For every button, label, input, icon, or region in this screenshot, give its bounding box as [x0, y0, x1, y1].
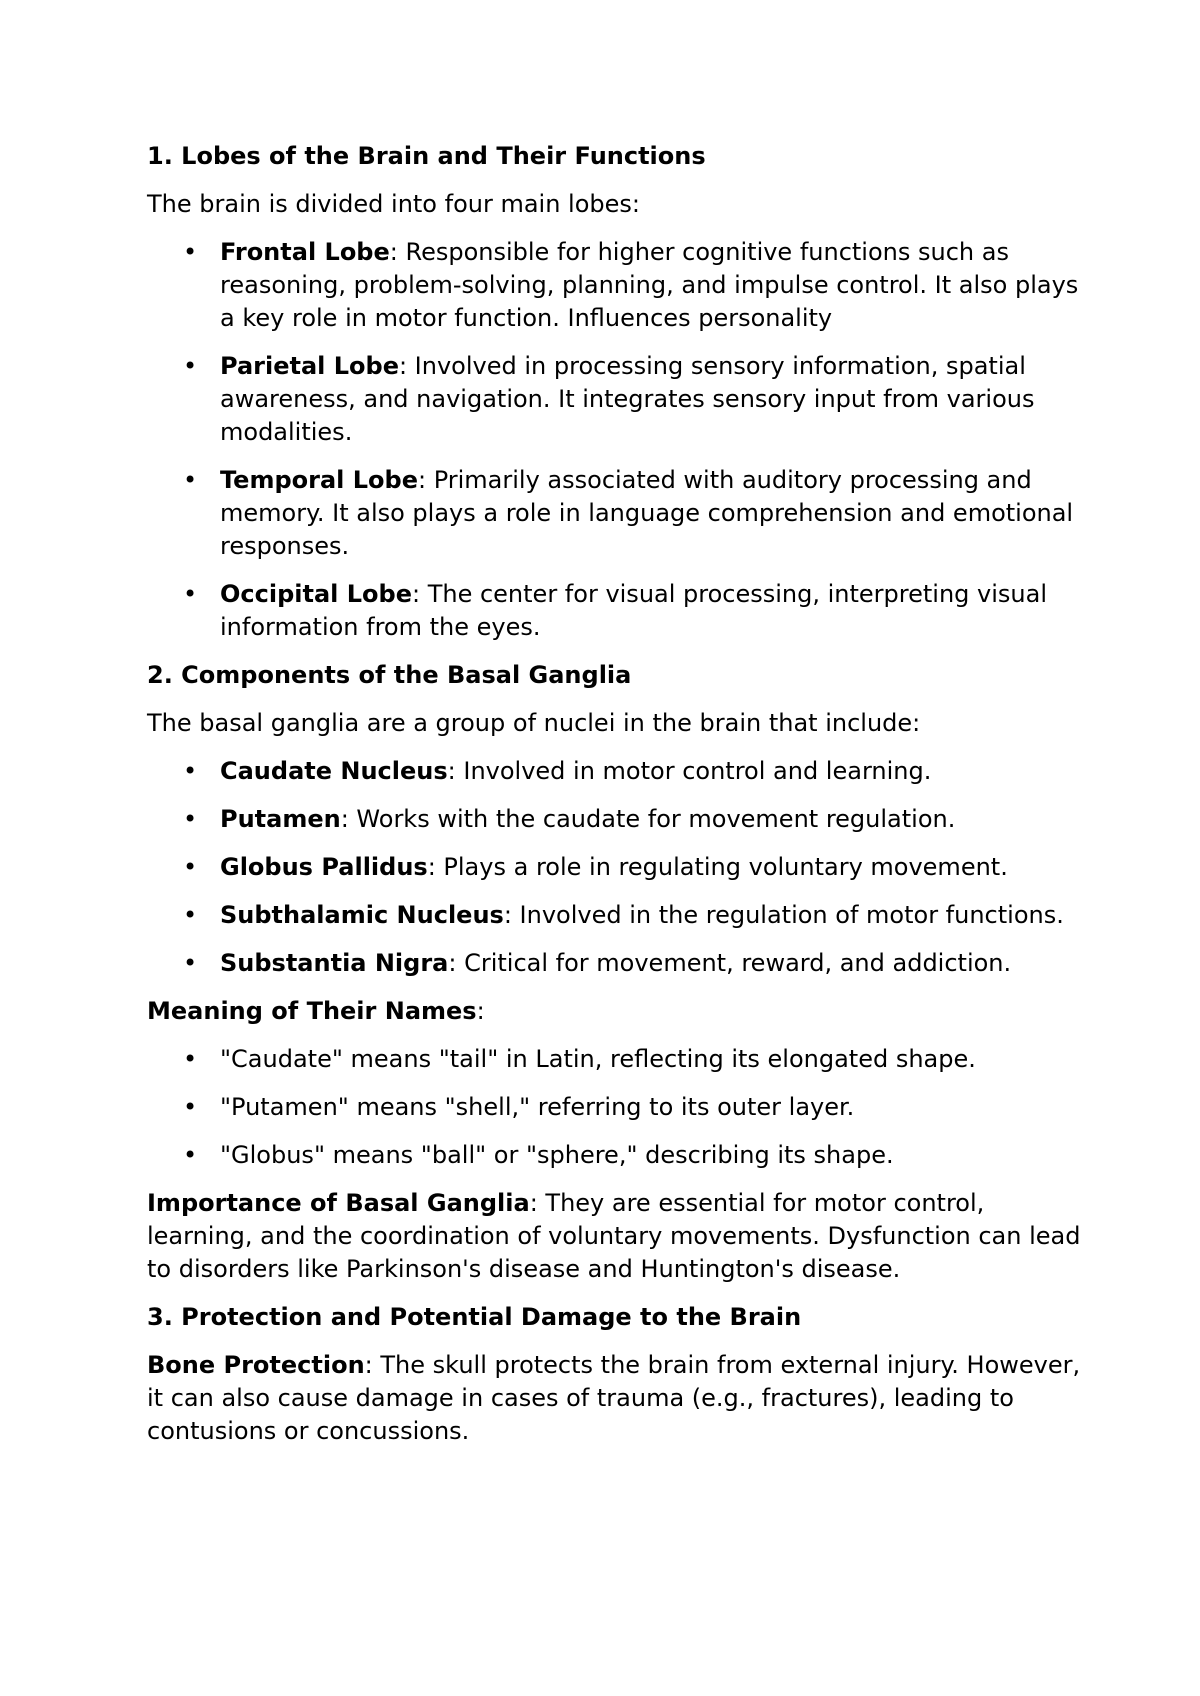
list-item [147, 851, 1082, 884]
list-item [147, 578, 1082, 644]
list-item-term: Globus Pallidus [220, 853, 428, 881]
list-item-text: : Responsible for higher cognitive functions such as reasoning, problem-solving, planning, and impulse control. It also plays a key role in motor function. Influences personality [220, 238, 1079, 332]
list-item [147, 350, 1082, 449]
bullet-icon: • [183, 580, 198, 608]
list-item-text: : Involved in processing sensory information, spatial awareness, and navigation. It integrates sensory input from various modalities. [220, 352, 1035, 446]
section-3-heading: 3. Protection and Potential Damage to the Brain [147, 1303, 802, 1331]
bullet-icon: • [183, 238, 198, 266]
section-1-intro: The brain is divided into four main lobes: [147, 190, 640, 218]
list-item-text: : Plays a role in regulating voluntary movement. [427, 853, 1008, 881]
bullet-icon: • [183, 466, 198, 494]
list-item-text: : The center for visual processing, interpreting visual information from the eyes. [220, 580, 1047, 641]
section-2-heading: 2. Components of the Basal Ganglia [147, 661, 632, 689]
list-item-term: Caudate Nucleus [220, 757, 448, 785]
section-2-intro: The basal ganglia are a group of nuclei in the brain that include: [147, 709, 921, 737]
importance-paragraph [147, 1187, 1082, 1286]
bullet-icon: • [183, 853, 198, 881]
bullet-icon: • [183, 1141, 198, 1169]
bullet-icon: • [183, 805, 198, 833]
list-item-term: Substantia Nigra [220, 949, 449, 977]
list-item-text: : Critical for movement, reward, and addiction. [448, 949, 1012, 977]
list-item-term: Frontal Lobe [220, 238, 390, 266]
list-item [147, 1043, 1082, 1076]
list-item [147, 1139, 1082, 1172]
list-item-text: "Caudate" means "tail" in Latin, reflecting its elongated shape. [220, 1045, 976, 1073]
list-item-text: "Putamen" means "shell," referring to its outer layer. [220, 1093, 855, 1121]
lobes-list [147, 236, 1082, 644]
bullet-icon: • [183, 901, 198, 929]
basal-ganglia-list [147, 755, 1082, 980]
names-heading-colon: : [476, 997, 485, 1025]
list-item [147, 464, 1082, 563]
list-item-term: Temporal Lobe [220, 466, 418, 494]
list-item [147, 1091, 1082, 1124]
list-item-text: : Primarily associated with auditory processing and memory. It also plays a role in language comprehension and emotional responses. [220, 466, 1074, 560]
bone-protection-text: : The skull protects the brain from external injury. However, it can also cause damage in cases of trauma (e.g., fractures), leading to contusions or concussions. [147, 1351, 1081, 1445]
list-item [147, 803, 1082, 836]
list-item-term: Occipital Lobe [220, 580, 412, 608]
list-item [147, 947, 1082, 980]
bullet-icon: • [183, 352, 198, 380]
bullet-icon: • [183, 949, 198, 977]
bullet-icon: • [183, 1045, 198, 1073]
section-1-heading: 1. Lobes of the Brain and Their Functions [147, 142, 706, 170]
list-item-term: Parietal Lobe [220, 352, 399, 380]
list-item [147, 755, 1082, 788]
list-item [147, 899, 1082, 932]
list-item [147, 236, 1082, 335]
bullet-icon: • [183, 1093, 198, 1121]
list-item-term: Putamen [220, 805, 341, 833]
list-item-text: : Works with the caudate for movement regulation. [340, 805, 956, 833]
list-item-text: : Involved in the regulation of motor functions. [503, 901, 1064, 929]
list-item-term: Subthalamic Nucleus [220, 901, 504, 929]
bullet-icon: • [183, 757, 198, 785]
list-item-text: : Involved in motor control and learning. [447, 757, 932, 785]
bone-protection-term: Bone Protection [147, 1351, 365, 1379]
document-page [147, 140, 1082, 1463]
list-item-text: "Globus" means "ball" or "sphere," describing its shape. [220, 1141, 894, 1169]
bone-protection-paragraph [147, 1349, 1082, 1448]
names-heading [147, 995, 1082, 1028]
names-heading-term: Meaning of Their Names [147, 997, 477, 1025]
names-list [147, 1043, 1082, 1172]
importance-text: : They are essential for motor control, learning, and the coordination of voluntary movements. Dysfunction can lead to disorders like Parkinson's disease and Huntington's disease. [147, 1189, 1081, 1283]
importance-term: Importance of Basal Ganglia [147, 1189, 530, 1217]
